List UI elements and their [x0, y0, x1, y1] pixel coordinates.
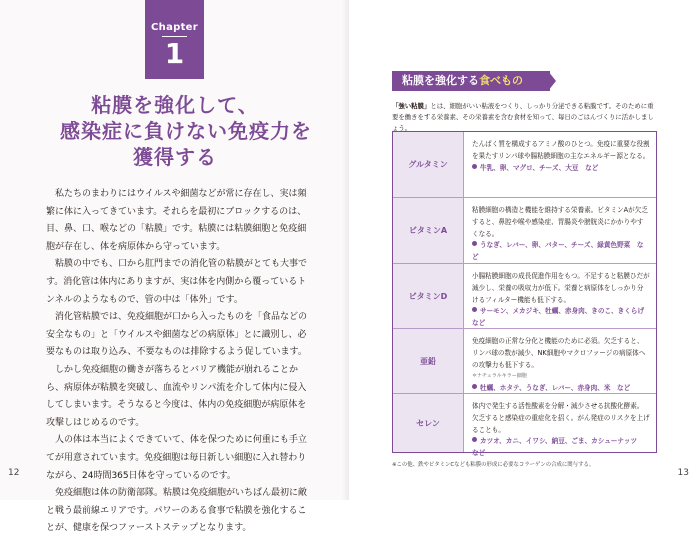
- table-row: [393, 393, 656, 458]
- nutrient-description-cell: [464, 198, 656, 263]
- paragraph: 消化管粘膜では、免疫細胞が口から入ったものを「食品などの安全なもの」と「ウイルスや細菌などの病原体」とに識別し、必要なものは取り込み、不要なものは排除するよう促しています。: [46, 312, 308, 358]
- table-row: [393, 263, 656, 328]
- nutrient-description: 免疫細胞の正常な分化と機能のために必須。欠乏すると、リンパ球の数が減少、NK細胞やマクロファージの病原体への攻撃力も低下する。: [472, 337, 646, 369]
- food-list: [472, 436, 650, 460]
- section-header: [392, 71, 550, 91]
- food-list-text: 牛乳、卵、マグロ、チーズ、大豆 など: [480, 163, 599, 172]
- nutrient-description-cell: [464, 329, 656, 393]
- footnote: ※この他、鉄やビタミンCなども粘膜の形成に必要なコラーゲンの合成に関与する。: [392, 462, 595, 468]
- chapter-word: Chapter: [151, 22, 198, 33]
- paragraph: しかし免疫細胞の働きが落ちるとバリア機能が崩れることから、病原体が粘膜を突破し、血流やリンパ流を介して体内に侵入してしまいます。そうなると今度は、体内の免疫細胞が病原体を攻撃しはじめるのです。: [46, 364, 307, 428]
- food-list-text: サーモン、メカジキ、牡蠣、赤身肉、きのこ、きくらげ など: [472, 307, 651, 328]
- food-list-text: カツオ、カニ、イワシ、納豆、ごま、カシューナッツ など: [472, 437, 644, 458]
- food-list: [472, 240, 650, 264]
- nutrient-note: ＊ナチュラルキラー細胞: [472, 373, 527, 380]
- nutrient-label: セレン: [393, 394, 464, 452]
- nutrient-description-cell: [464, 264, 656, 328]
- food-list: [472, 163, 650, 175]
- table-row: [393, 197, 656, 263]
- section-header-highlight: 食べもの: [479, 74, 523, 87]
- page-number-right: 13: [677, 468, 689, 478]
- nutrient-description: 体内で発生する活性酸素を分解・減少させる抗酸化酵素。欠乏すると感染症の重症化を招く。がん発症のリスクを上げることも。: [472, 402, 650, 434]
- food-list: [472, 306, 650, 330]
- bullet-icon: [472, 437, 477, 442]
- paragraph: 私たちのまわりにはウイルスや細菌などが常に存在し、実は頻繁に体に入ってきています。それらを最初にブロックするのは、目、鼻、口、喉などの「粘膜」です。粘膜には粘膜細胞と免疫細胞が存在し、体を病原体から守っています。: [46, 189, 307, 252]
- nutrient-description: 小腸粘膜細胞の成長促進作用をもつ。不足すると粘膜ひだが減少し、栄養の吸収力が低下。栄養と病原体をしっかり分けるフィルター機能も低下する。: [472, 272, 650, 304]
- left-page: [0, 0, 349, 534]
- nutrient-label: グルタミン: [393, 132, 464, 197]
- food-list-text: 牡蠣、ホタテ、うなぎ、レバー、赤身肉、米 など: [480, 384, 631, 393]
- bullet-icon: [472, 384, 477, 389]
- section-header-arrow: [548, 71, 556, 91]
- nutrient-label: ビタミンA: [393, 198, 464, 263]
- nutrient-description: 粘膜細胞の構造と機能を維持する栄養素。ビタミンAが欠乏すると、鼻腔や喉や感染症、胃腸炎や膀胱炎にかかりやすくなる。: [472, 206, 648, 238]
- intro-rest: とは、細胞がいい粘液をつくり、しっかり分泌できる粘膜です。そのために重要を働きをする栄養素、その栄養素を含む食材を知って、毎日のごはんづくりに活かしましょう。: [392, 102, 654, 132]
- nutrient-description: たんぱく質を構成するアミノ酸のひとつ。免疫に重要な役割を果たすリンパ球や腸粘膜細胞の主なエネルギー源となる。: [472, 140, 650, 160]
- section-header-prefix: 粘膜を強化する: [402, 74, 479, 87]
- page-number-left: 12: [8, 468, 20, 478]
- nutrient-description-cell: [464, 132, 656, 197]
- chapter-tab: [145, 0, 204, 79]
- nutrient-label: 亜鉛: [393, 329, 464, 393]
- food-list-text: うなぎ、レバー、卵、バター、チーズ、緑黄色野菜 など: [472, 241, 644, 262]
- title-line-3: 獲得する: [133, 145, 217, 169]
- page-title: [60, 92, 312, 170]
- intro-text: [392, 101, 658, 134]
- paragraph: 免疫細胞は体の防衛部隊。粘膜は免疫細胞がいちばん最初に敵と戦う最前線エリアです。パワーのある食事で粘膜を強化することが、健康を保つファーストステップとなります。: [46, 488, 308, 534]
- chapter-number: 1: [164, 37, 185, 70]
- bullet-icon: [472, 241, 477, 246]
- title-line-2: 感染症に負けない免疫力を: [60, 119, 312, 143]
- body-text: [46, 186, 308, 538]
- nutrient-table: [392, 131, 657, 458]
- intro-strong: 「強い粘膜」: [392, 102, 431, 110]
- nutrient-description-cell: [464, 394, 656, 458]
- bullet-icon: [472, 307, 477, 312]
- bullet-icon: [472, 164, 477, 169]
- paragraph: 人の体は本当によくできていて、体を保つために何重にも手立てが用意されています。免疫細胞は毎日新しい細胞に入れ替わりながら、24時間365日体を守っているのです。: [46, 435, 307, 481]
- table-row: [393, 132, 656, 197]
- title-line-1: 粘膜を強化して、: [91, 93, 259, 117]
- paragraph: 粘膜の中でも、口から肛門までの消化管の粘膜がとても大事です。消化管は体内にありますが、実は体を内側から覆っているトンネルのようなもので、管の中は「体外」です。: [46, 259, 308, 305]
- nutrient-label: ビタミンD: [393, 264, 464, 328]
- table-row: [393, 328, 656, 393]
